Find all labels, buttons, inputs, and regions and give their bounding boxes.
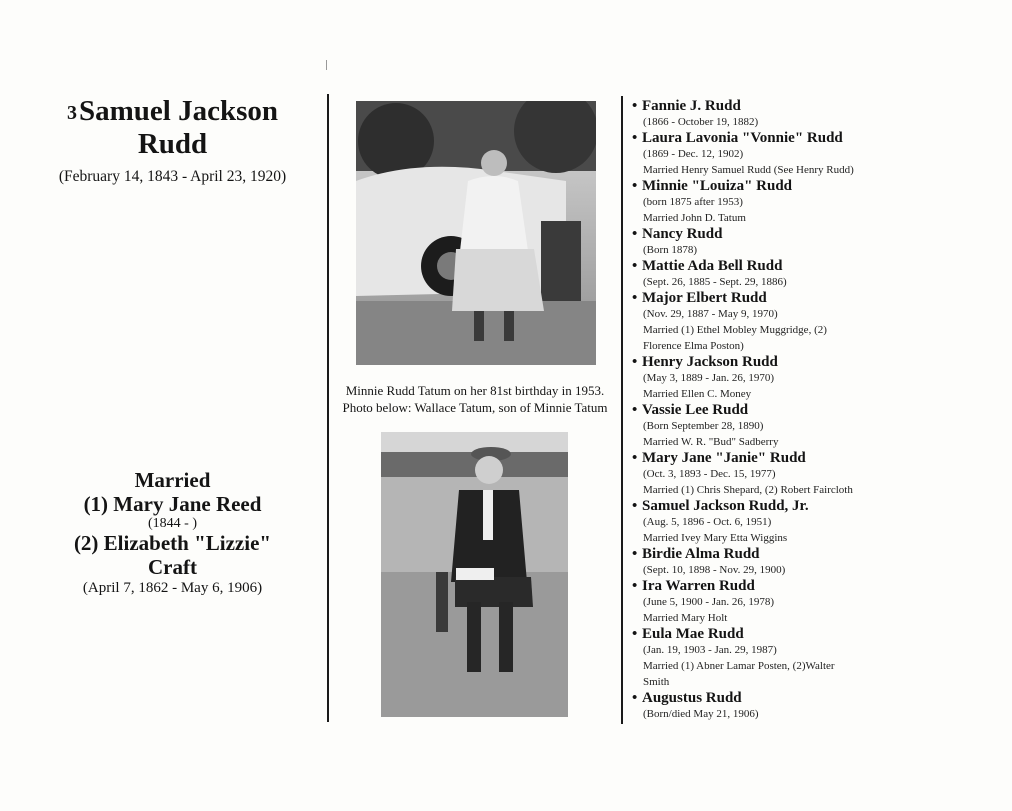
bullet-icon: • xyxy=(632,546,638,562)
child-name xyxy=(632,130,1007,146)
spouse-2-name-line1: (2) Elizabeth "Lizzie" xyxy=(73,531,272,555)
child-detail: Married (1) Abner Lamar Posten, (2)Walter xyxy=(643,660,835,672)
child-name-text: Eula Mae Rudd xyxy=(642,626,744,642)
child-name xyxy=(632,578,1007,594)
child-entry xyxy=(632,354,1007,402)
child-entry xyxy=(632,258,1007,290)
child-detail: (Aug. 5, 1896 - Oct. 6, 1951) xyxy=(643,516,772,528)
child-name xyxy=(632,226,1007,242)
child-name xyxy=(632,546,1007,562)
child-name xyxy=(632,258,1007,274)
child-detail: Married W. R. "Bud" Sadberry xyxy=(643,436,779,448)
child-entry xyxy=(632,546,1007,578)
child-name-text: Mary Jane "Janie" Rudd xyxy=(642,450,806,466)
child-detail: (Born 1878) xyxy=(643,244,698,256)
child-detail: Married (1) Ethel Mobley Muggridge, (2) xyxy=(643,324,827,336)
child-detail: (Sept. 26, 1885 - Sept. 29, 1886) xyxy=(643,276,787,288)
child-name-text: Samuel Jackson Rudd, Jr. xyxy=(642,498,809,514)
child-name-text: Vassie Lee Rudd xyxy=(642,402,749,418)
child-detail: (1866 - October 19, 1882) xyxy=(643,116,759,128)
bullet-icon: • xyxy=(632,690,638,706)
child-detail: (Born/died May 21, 1906) xyxy=(643,708,759,720)
child-name xyxy=(632,290,1007,306)
page-title xyxy=(20,95,325,161)
caption-line-1: Minnie Rudd Tatum on her 81st birthday in 1953. xyxy=(345,383,605,398)
child-entry xyxy=(632,402,1007,450)
photo-wallace-tatum-image xyxy=(381,432,568,717)
bullet-icon: • xyxy=(632,402,638,418)
bullet-icon: • xyxy=(632,578,638,594)
child-detail: Married Henry Samuel Rudd (See Henry Rudd) xyxy=(643,164,854,176)
bullet-icon: • xyxy=(632,354,638,370)
child-entry xyxy=(632,498,1007,546)
photo-minnie-tatum xyxy=(356,101,596,365)
bullet-icon: • xyxy=(632,130,638,146)
child-name xyxy=(632,98,1007,114)
child-name xyxy=(632,178,1007,194)
child-name-text: Augustus Rudd xyxy=(642,690,742,706)
child-name-text: Nancy Rudd xyxy=(642,226,723,242)
spouse-2-name-line2: Craft xyxy=(148,555,197,579)
generation-number: 3 xyxy=(66,102,77,124)
child-detail: (Jan. 19, 1903 - Jan. 29, 1987) xyxy=(643,644,777,656)
child-detail: Married Ivey Mary Etta Wiggins xyxy=(643,532,788,544)
child-entry xyxy=(632,130,1007,178)
child-entry xyxy=(632,98,1007,130)
title-name-line2: Rudd xyxy=(137,128,208,160)
child-detail: Married Mary Holt xyxy=(643,612,728,624)
scan-mark xyxy=(326,60,327,70)
child-name-text: Minnie "Louiza" Rudd xyxy=(642,178,793,194)
child-detail: Married (1) Chris Shepard, (2) Robert Faircloth xyxy=(643,484,853,496)
child-entry xyxy=(632,450,1007,498)
photo-wallace-tatum xyxy=(381,432,568,717)
bullet-icon: • xyxy=(632,178,638,194)
child-detail: Married Ellen C. Money xyxy=(643,388,752,400)
child-name-text: Major Elbert Rudd xyxy=(642,290,767,306)
married-heading: Married xyxy=(134,468,211,492)
title-name-line1: Samuel Jackson xyxy=(78,95,278,127)
child-detail: Smith xyxy=(643,676,670,688)
child-name-text: Mattie Ada Bell Rudd xyxy=(642,258,783,274)
child-name xyxy=(632,626,1007,642)
child-detail: (born 1875 after 1953) xyxy=(643,196,743,208)
photo-caption xyxy=(328,382,622,416)
child-name-text: Birdie Alma Rudd xyxy=(642,546,760,562)
bullet-icon: • xyxy=(632,626,638,642)
child-name xyxy=(632,354,1007,370)
bullet-icon: • xyxy=(632,98,638,114)
child-name xyxy=(632,402,1007,418)
child-detail: (Nov. 29, 1887 - May 9, 1970) xyxy=(643,308,778,320)
children-list xyxy=(632,98,1007,722)
child-detail: (June 5, 1900 - Jan. 26, 1978) xyxy=(643,596,775,608)
child-detail: Married John D. Tatum xyxy=(643,212,746,224)
spouse-1-dates: (1844 - ) xyxy=(148,516,197,531)
child-detail: (Sept. 10, 1898 - Nov. 29, 1900) xyxy=(643,564,786,576)
child-name-text: Laura Lavonia "Vonnie" Rudd xyxy=(642,130,843,146)
lifespan-dates: (February 14, 1843 - April 23, 1920) xyxy=(58,168,287,185)
child-entry xyxy=(632,690,1007,722)
bullet-icon: • xyxy=(632,258,638,274)
bullet-icon: • xyxy=(632,450,638,466)
marriage-block xyxy=(20,468,325,597)
child-detail: Florence Elma Poston) xyxy=(643,340,744,352)
bullet-icon: • xyxy=(632,226,638,242)
child-detail: (1869 - Dec. 12, 1902) xyxy=(643,148,744,160)
bullet-icon: • xyxy=(632,290,638,306)
child-name xyxy=(632,498,1007,514)
spouse-1-name: (1) Mary Jane Reed xyxy=(83,492,262,516)
child-entry xyxy=(632,226,1007,258)
child-name xyxy=(632,450,1007,466)
child-entry xyxy=(632,578,1007,626)
child-name-text: Henry Jackson Rudd xyxy=(642,354,778,370)
child-detail: (Born September 28, 1890) xyxy=(643,420,764,432)
spouse-2-dates: (April 7, 1862 - May 6, 1906) xyxy=(82,580,263,596)
caption-line-2: Photo below: Wallace Tatum, son of Minnie Tatum xyxy=(342,400,608,415)
child-name-text: Fannie J. Rudd xyxy=(642,98,741,114)
child-entry xyxy=(632,290,1007,354)
bullet-icon: • xyxy=(632,498,638,514)
child-detail: (May 3, 1889 - Jan. 26, 1970) xyxy=(643,372,775,384)
child-name xyxy=(632,690,1007,706)
child-detail: (Oct. 3, 1893 - Dec. 15, 1977) xyxy=(643,468,776,480)
child-entry xyxy=(632,626,1007,690)
child-name-text: Ira Warren Rudd xyxy=(642,578,755,594)
photo-minnie-tatum-image xyxy=(356,101,596,365)
child-entry xyxy=(632,178,1007,226)
